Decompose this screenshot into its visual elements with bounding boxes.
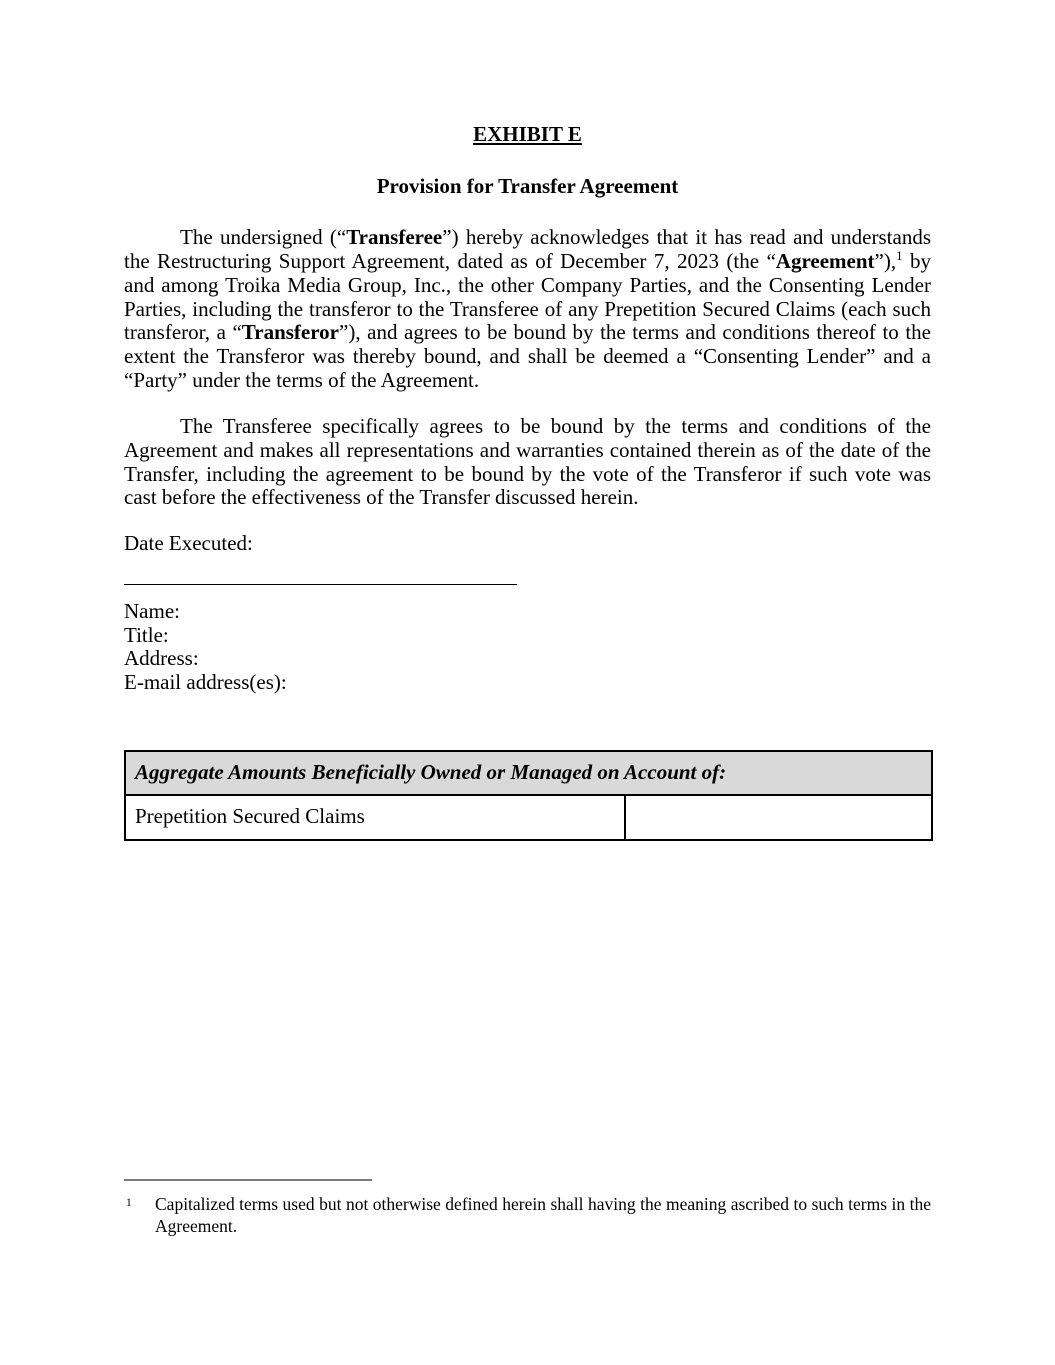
footnote-separator-line [124, 1179, 372, 1181]
table-header-row [125, 751, 932, 795]
title-label: Title: [124, 622, 169, 647]
claims-amount-cell [625, 795, 932, 840]
signature-block [124, 600, 931, 695]
paragraph-transferee-agreement: The Transferee specifically agrees to be bound by the terms and conditions of the Agreement and makes all representations and warranties contained therein as of the date of the Transfer, including the agreement to be bound by the vote of the Transferor if such vote was cast before the effectiveness of the Transfer discussed herein. [124, 414, 931, 510]
exhibit-title: EXHIBIT E [473, 122, 582, 146]
address-label: Address: [124, 646, 199, 671]
email-label: E-mail address(es): [124, 669, 287, 694]
table-row [125, 795, 932, 840]
date-executed-label: Date Executed: [124, 531, 253, 556]
claims-type-cell: Prepetition Secured Claims [125, 795, 625, 840]
name-label: Name: [124, 598, 180, 623]
footnote-1 [124, 1194, 931, 1237]
footnote-text: Capitalized terms used but not otherwise defined herein shall having the meaning ascribed to such terms in the Agreement. [155, 1194, 931, 1236]
aggregate-amounts-table [124, 750, 933, 841]
document-subtitle: Provision for Transfer Agreement [376, 173, 679, 198]
footnote-area [124, 1179, 931, 1237]
paragraph-transferee-acknowledgement: The undersigned (“Transferee”) hereby acknowledges that it has read and understands the Restructuring Support Agreement, dated as of December 7, 2023 (the “Agreement”),$^1$ by and among Troika Media Group, Inc., the other Company Parties, and the Consenting Lender Parties, including the transferor to the Transferee of any Prepetition Secured Claims (each such transferor, a “Transferor”), and agrees to be bound by the terms and conditions thereof to the extent the Transferor was thereby bound, and shall be deemed a “Consenting Lender” and a “Party” under the terms of the Agreement. [124, 225, 932, 392]
aggregate-amounts-header: Aggregate Amounts Beneficially Owned or Managed on Account of: [125, 751, 932, 795]
signature-line [124, 584, 517, 585]
footnote-marker: 1 [126, 1197, 132, 1209]
